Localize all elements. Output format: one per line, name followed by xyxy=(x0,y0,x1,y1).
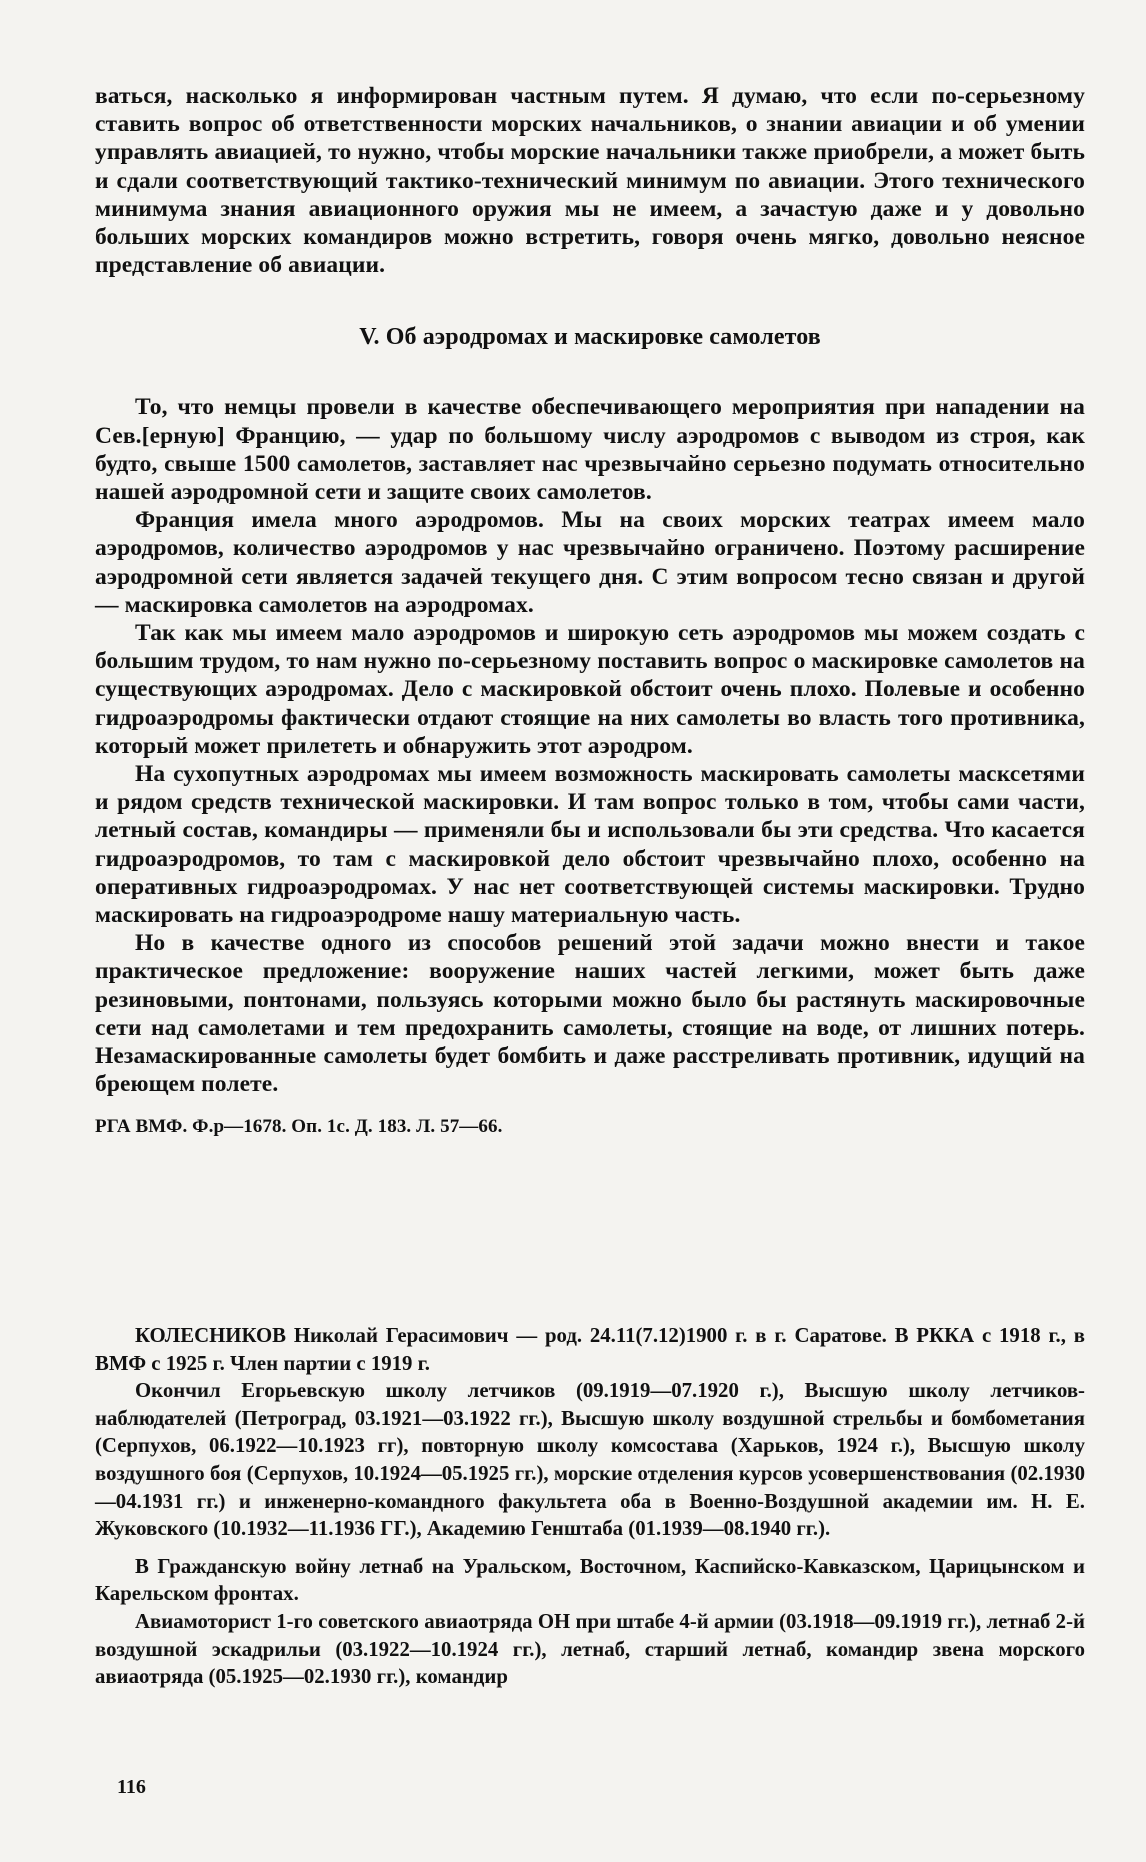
biography-intro xyxy=(95,1322,1085,1377)
section-paragraph: Франция имела много аэродромов. Мы на своих морских театрах имеем мало аэродромов, количество аэродромов у нас чрезвычайно ограничено. Поэтому расширение аэродромной сети является задачей текущего дня. С этим вопросом тесно связан и другой — маскировка самолетов на аэродромах. xyxy=(95,507,1085,618)
section-paragraph: То, что немцы провели в качестве обеспечивающего мероприятия при нападении на Сев.[ерную] Францию, — удар по большому числу аэродромов с выводом из строя, как будто, свыше 1500 самолетов, заставляет нас чрезвычайно серьезно подумать относительно нашей аэродромной сети и защите своих самолетов. xyxy=(95,394,1085,506)
archive-source-reference: РГА ВМФ. Ф.р—1678. Оп. 1с. Д. 183. Л. 57—66. xyxy=(95,1115,503,1137)
page-number: 116 xyxy=(117,1776,146,1798)
biography-education: Окончил Егорьевскую школу летчиков (09.1919—07.1920 г.), Высшую школу летчиков-наблюдателей (Петроград, 03.1921—03.1922 гг.), Высшую школу воздушной стрельбы и бомбометания (Серпухов, 06.1922—10.1923 гг), повторную школу комсостава (Харьков, 1924 г.), Высшую школу воздушного боя (Серпухов, 10.1924—05.1925 гг.), морские отделения курсов усовершенствования (02.1930—04.1931 гг.) и инженерно-командного факультета оба в Военно-Воздушной академии им. Н. Е. Жуковского (10.1932—11.1936 ГГ.), Академию Генштаба (01.1939—08.1940 гг.). xyxy=(95,1379,1085,1541)
section-paragraph: Так как мы имеем мало аэродромов и широкую сеть аэродромов мы можем создать с большим трудом, то нам нужно по-серьезному поставить вопрос о маскировке самолетов на существующих аэродромах. Дело с маскировкой обстоит очень плохо. Полевые и особенно гидроаэродромы фактически отдают стоящие на них самолеты во власть того противника, который может прилететь и обнаружить этот аэродром. xyxy=(95,620,1085,759)
section-paragraph: На сухопутных аэродромах мы имеем возможность маскировать самолеты масксетями и рядом средств технической маскировки. И там вопрос только в том, чтобы сами части, летный состав, командиры — применяли бы и использовали бы эти средства. Что касается гидроаэродромов, то там с маскировкой дело обстоит чрезвычайно плохо, особенно на оперативных гидроаэродромах. У нас нет соответствующей системы маскировки. Трудно маскировать на гидроаэродроме нашу материальную часть. xyxy=(95,761,1085,929)
biography-service: Авиамоторист 1-го советского авиаотряда ОН при штабе 4-й армии (03.1918—09.1919 гг.), летнаб 2-й воздушной эскадрильи (03.1922—10.1924 гг.), летнаб, старший летнаб, командир звена морского авиаотряда (05.1925—02.1930 гг.), командир xyxy=(95,1609,1085,1689)
biography-civil-war: В Гражданскую войну летнаб на Уральском, Восточном, Каспийско-Кавказском, Царицынском и Карельском фронтах. xyxy=(95,1554,1085,1606)
main-text-column xyxy=(95,82,1085,1139)
biography-name: КОЛЕСНИКОВ xyxy=(135,1324,287,1347)
section-heading: V. Об аэродромах и маскировке самолетов xyxy=(359,324,821,351)
continuation-paragraph: ваться, насколько я информирован частным путем. Я думаю, что если по-серьезному ставить вопрос об ответственности морских начальников, о знании авиации и об умении управлять авиацией, то нужно, чтобы морские начальники также приобрели, а может быть и сдали соответствующий тактико-технический минимум по авиации. Этого технического минимума знания авиационного оружия мы не имеем, а зачастую даже и у довольно больших морских командиров можно встретить, говоря очень мягко, довольно неясное представление об авиации. xyxy=(95,83,1085,279)
biography-intro-text: Николай Герасимович — род. 24.11(7.12)1900 г. в г. Саратове. В РККА с 1918 г., в ВМФ с 1925 г. Член партии с 1919 г. xyxy=(95,1324,1085,1375)
biography-footnote xyxy=(95,1322,1085,1691)
section-paragraph: Но в качестве одного из способов решений этой задачи можно внести и такое практическое предложение: вооружение наших частей легкими, может быть даже резиновыми, понтонами, пользуясь которыми можно было бы растянуть маскировочные сети над самолетами и тем предохранить самолеты, стоящие на воде, от лишних потерь. Незамаскированные самолеты будет бомбить и даже расстреливать противник, идущий на бреющем полете. xyxy=(95,930,1085,1098)
